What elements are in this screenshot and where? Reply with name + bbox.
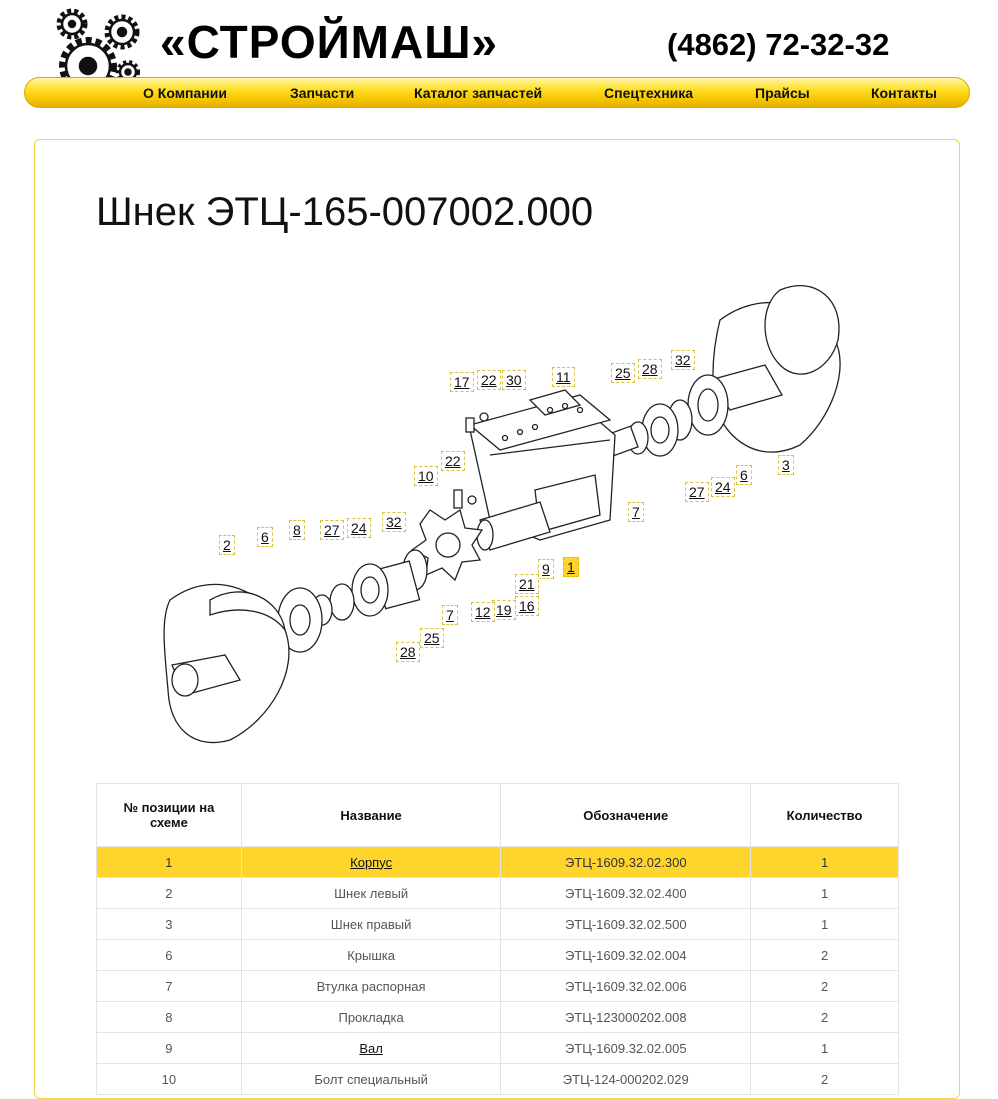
callout-6[interactable]: 6 bbox=[257, 527, 273, 547]
table-header-row bbox=[97, 784, 899, 847]
callout-30[interactable]: 30 bbox=[502, 370, 526, 390]
callout-32[interactable]: 32 bbox=[382, 512, 406, 532]
callout-6[interactable]: 6 bbox=[736, 465, 752, 485]
callout-16[interactable]: 16 bbox=[515, 596, 539, 616]
cell-designation: ЭТЦ-124-000202.029 bbox=[501, 1064, 751, 1095]
table-row[interactable] bbox=[97, 878, 899, 909]
callout-10[interactable]: 10 bbox=[414, 466, 438, 486]
cell-quantity: 2 bbox=[751, 940, 899, 971]
cell-quantity: 2 bbox=[751, 971, 899, 1002]
phone-number: (4862) 72-32-32 bbox=[667, 27, 890, 62]
cell-position: 3 bbox=[97, 909, 242, 940]
nav-item-contacts[interactable]: Контакты bbox=[871, 85, 938, 101]
cell-designation: ЭТЦ-1609.32.02.500 bbox=[501, 909, 751, 940]
callout-2[interactable]: 2 bbox=[219, 535, 235, 555]
table-row[interactable] bbox=[97, 1002, 899, 1033]
nav-item-prices[interactable]: Прайсы bbox=[755, 85, 810, 101]
cell-quantity: 1 bbox=[751, 1033, 899, 1064]
callout-11[interactable]: 11 bbox=[552, 367, 575, 387]
cell-designation: ЭТЦ-123000202.008 bbox=[501, 1002, 751, 1033]
cell-name bbox=[241, 847, 501, 878]
callout-19[interactable]: 19 bbox=[492, 600, 516, 620]
callout-25[interactable]: 25 bbox=[420, 628, 444, 648]
callout-12[interactable]: 12 bbox=[471, 602, 495, 622]
callout-22[interactable]: 22 bbox=[441, 451, 465, 471]
cell-position: 8 bbox=[97, 1002, 242, 1033]
part-link[interactable]: Вал bbox=[359, 1040, 383, 1056]
cell-name: Болт специальный bbox=[241, 1064, 501, 1095]
cell-name: Крышка bbox=[241, 940, 501, 971]
callout-24[interactable]: 24 bbox=[347, 518, 371, 538]
brand-name: «СТРОЙМАШ» bbox=[160, 16, 499, 68]
callout-7[interactable]: 7 bbox=[442, 605, 458, 625]
cell-position: 9 bbox=[97, 1033, 242, 1064]
cell-position: 6 bbox=[97, 940, 242, 971]
cell-name: Втулка распорная bbox=[241, 971, 501, 1002]
cell-quantity: 1 bbox=[751, 878, 899, 909]
part-link[interactable]: Корпус bbox=[350, 854, 393, 870]
cell-name: Шнек правый bbox=[241, 909, 501, 940]
col-header-quantity: Количество bbox=[751, 784, 899, 847]
main-nav bbox=[24, 77, 970, 108]
callout-28[interactable]: 28 bbox=[638, 359, 662, 379]
nav-item-special-equipment[interactable]: Спецтехника bbox=[604, 85, 694, 101]
cell-quantity: 1 bbox=[751, 909, 899, 940]
table-row[interactable] bbox=[97, 971, 899, 1002]
table-body bbox=[97, 847, 899, 1095]
callout-17[interactable]: 17 bbox=[450, 372, 474, 392]
callout-1[interactable]: 1 bbox=[563, 557, 579, 577]
callout-7[interactable]: 7 bbox=[628, 502, 644, 522]
table-row[interactable] bbox=[97, 847, 899, 878]
table-row[interactable] bbox=[97, 1033, 899, 1064]
callout-27[interactable]: 27 bbox=[320, 520, 344, 540]
col-header-position: № позиции на схеме bbox=[97, 784, 242, 847]
callout-21[interactable]: 21 bbox=[515, 574, 539, 594]
callout-32[interactable]: 32 bbox=[671, 350, 695, 370]
callout-25[interactable]: 25 bbox=[611, 363, 635, 383]
callout-9[interactable]: 9 bbox=[538, 559, 554, 579]
cell-designation: ЭТЦ-1609.32.02.400 bbox=[501, 878, 751, 909]
table-row[interactable] bbox=[97, 909, 899, 940]
callout-22[interactable]: 22 bbox=[477, 370, 501, 390]
cell-position: 7 bbox=[97, 971, 242, 1002]
page-title: Шнек ЭТЦ-165-007002.000 bbox=[96, 190, 594, 234]
nav-item-parts-catalog[interactable]: Каталог запчастей bbox=[414, 85, 543, 101]
cell-name: Прокладка bbox=[241, 1002, 501, 1033]
cell-quantity: 2 bbox=[751, 1002, 899, 1033]
cell-position: 1 bbox=[97, 847, 242, 878]
col-header-name: Название bbox=[241, 784, 501, 847]
cell-designation: ЭТЦ-1609.32.02.005 bbox=[501, 1033, 751, 1064]
cell-designation: ЭТЦ-1609.32.02.004 bbox=[501, 940, 751, 971]
callout-8[interactable]: 8 bbox=[289, 520, 305, 540]
parts-table bbox=[96, 783, 899, 1095]
callout-28[interactable]: 28 bbox=[396, 642, 420, 662]
cell-position: 2 bbox=[97, 878, 242, 909]
col-header-designation: Обозначение bbox=[501, 784, 751, 847]
callout-3[interactable]: 3 bbox=[778, 455, 794, 475]
cell-quantity: 1 bbox=[751, 847, 899, 878]
cell-designation: ЭТЦ-1609.32.02.006 bbox=[501, 971, 751, 1002]
auger-assembly-diagram bbox=[110, 270, 870, 760]
cell-quantity: 2 bbox=[751, 1064, 899, 1095]
cell-name: Шнек левый bbox=[241, 878, 501, 909]
cell-designation: ЭТЦ-1609.32.02.300 bbox=[501, 847, 751, 878]
nav-item-parts[interactable]: Запчасти bbox=[290, 85, 355, 101]
table-row[interactable] bbox=[97, 940, 899, 971]
callout-27[interactable]: 27 bbox=[685, 482, 709, 502]
callout-24[interactable]: 24 bbox=[711, 477, 735, 497]
table-row[interactable] bbox=[97, 1064, 899, 1095]
cell-position: 10 bbox=[97, 1064, 242, 1095]
cell-name bbox=[241, 1033, 501, 1064]
nav-item-company[interactable]: О Компании bbox=[143, 85, 227, 101]
